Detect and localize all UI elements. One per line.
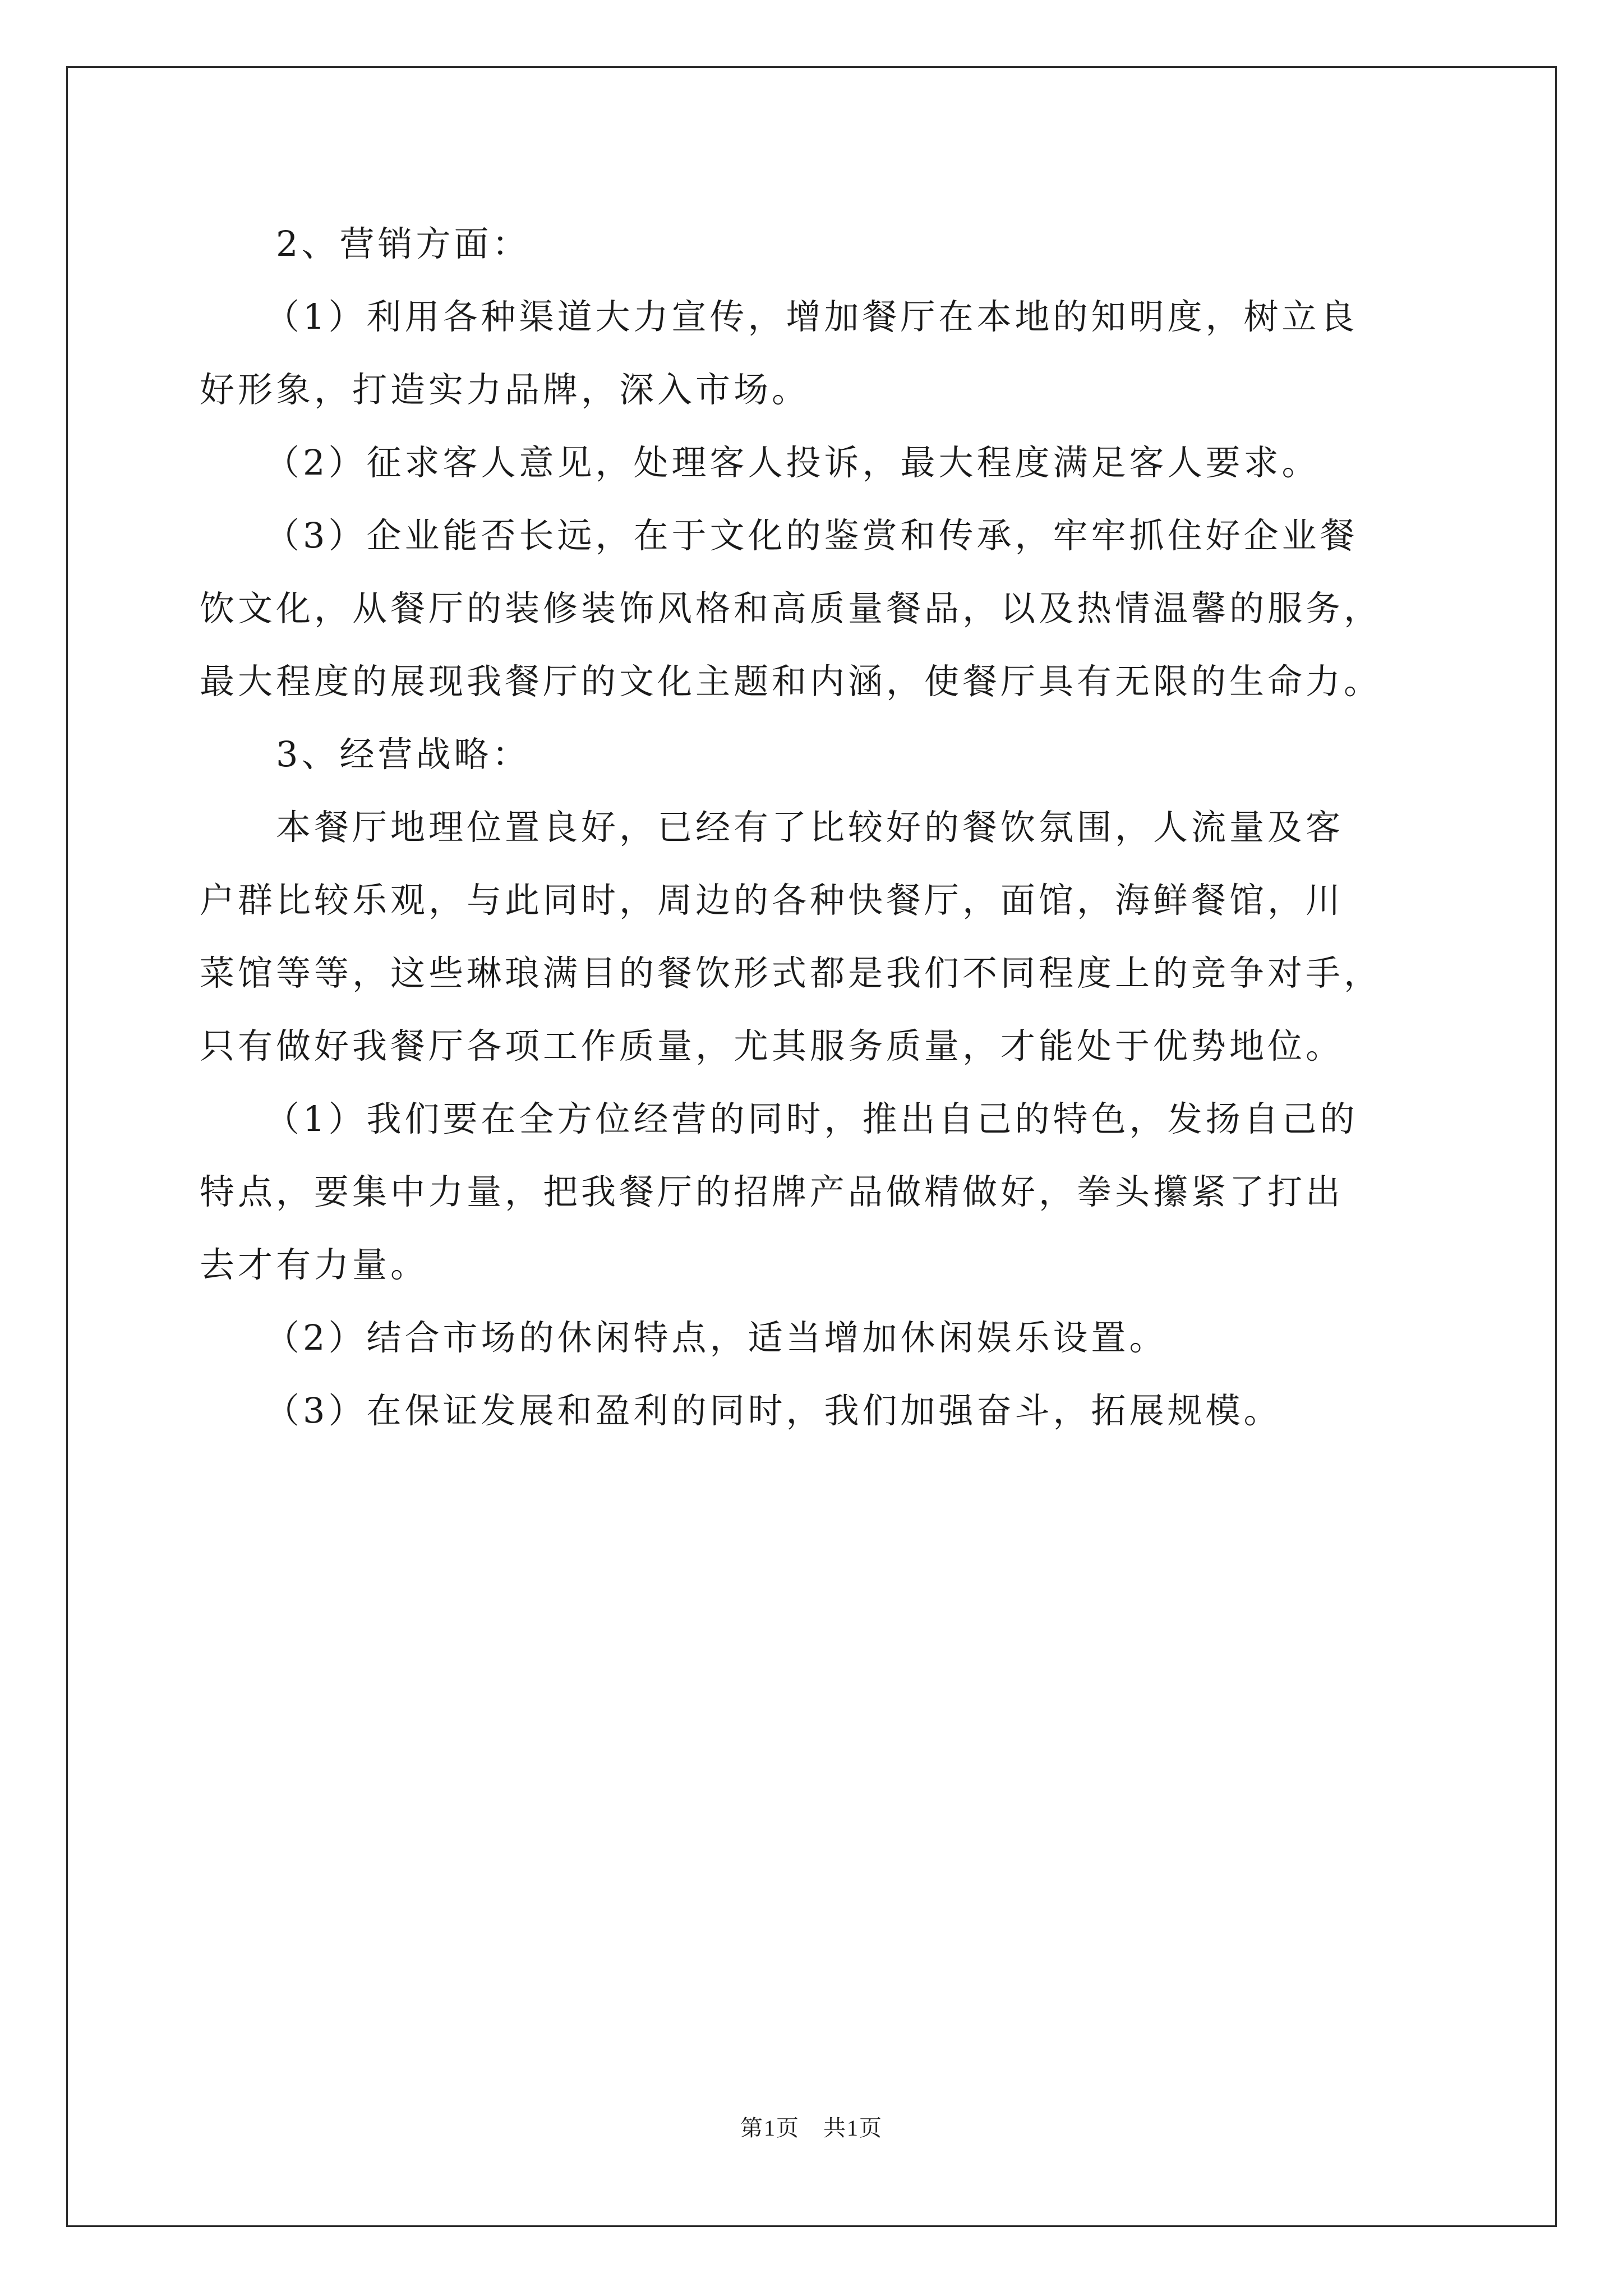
text-line: 户群比较乐观，与此同时，周边的各种快餐厅，面馆，海鲜餐馆，川 bbox=[200, 880, 1344, 921]
text-line: （2）结合市场的休闲特点，适当增加休闲娱乐设置。 bbox=[265, 1317, 1168, 1358]
document-body bbox=[200, 208, 1433, 1447]
text-line: 3、经营战略： bbox=[276, 734, 531, 775]
text-line: （3）在保证发展和盈利的同时，我们加强奋斗，拓展规模。 bbox=[265, 1390, 1282, 1431]
text-line: 特点，要集中力量，把我餐厅的招牌产品做精做好，拳头攥紧了打出 bbox=[200, 1171, 1344, 1212]
text-line: 本餐厅地理位置良好，已经有了比较好的餐饮氛围，人流量及客 bbox=[276, 807, 1344, 848]
text-line: （3）企业能否长远，在于文化的鉴赏和传承，牢牢抓住好企业餐 bbox=[265, 515, 1358, 556]
page-footer: 第1页 共1页 bbox=[740, 2115, 883, 2141]
text-line: 菜馆等等，这些琳琅满目的餐饮形式都是我们不同程度上的竞争对手， bbox=[200, 953, 1382, 993]
text-line: 只有做好我餐厅各项工作质量，尤其服务质量，才能处于优势地位。 bbox=[200, 1025, 1344, 1066]
text-line: 最大程度的展现我餐厅的文化主题和内涵，使餐厅具有无限的生命力。 bbox=[200, 661, 1382, 702]
text-line: 2、营销方面： bbox=[276, 223, 531, 264]
text-line: （1）利用各种渠道大力宣传，增加餐厅在本地的知明度，树立良 bbox=[265, 296, 1358, 337]
text-line: （2）征求客人意见，处理客人投诉，最大程度满足客人要求。 bbox=[265, 442, 1320, 483]
text-line: 好形象，打造实力品牌，深入市场。 bbox=[200, 369, 810, 410]
text-line: （1）我们要在全方位经营的同时，推出自己的特色，发扬自己的 bbox=[265, 1098, 1358, 1139]
text-line: 饮文化，从餐厅的装修装饰风格和高质量餐品，以及热情温馨的服务， bbox=[200, 588, 1382, 629]
text-line: 去才有力量。 bbox=[200, 1244, 429, 1285]
